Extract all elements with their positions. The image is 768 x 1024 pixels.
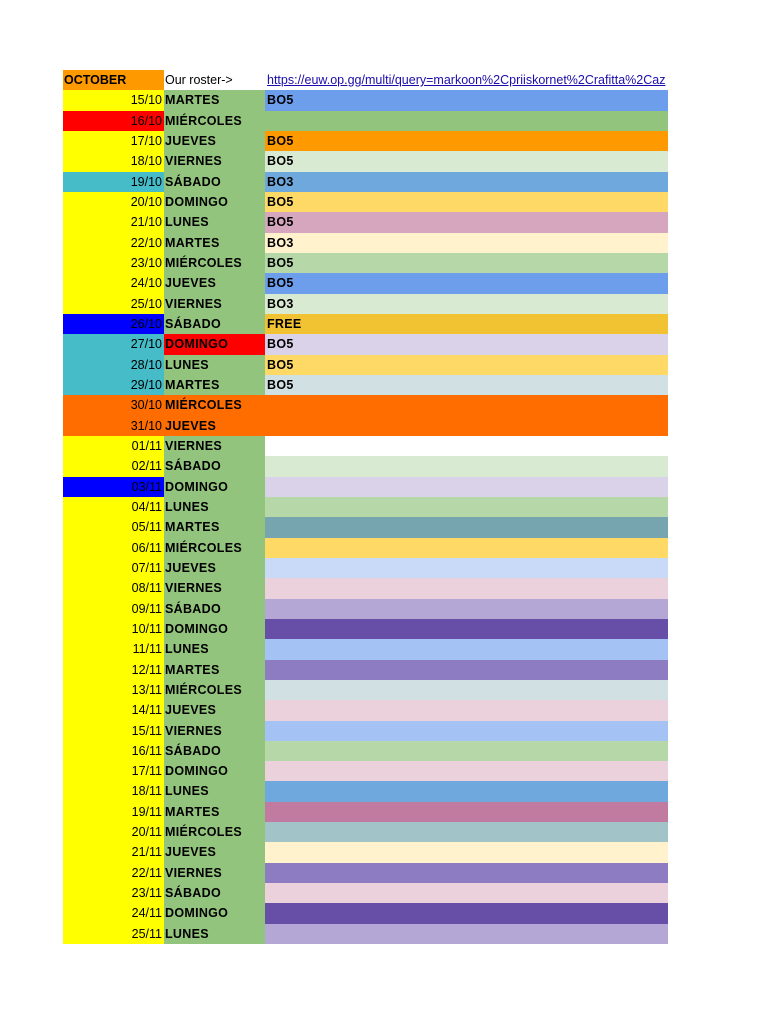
day-cell[interactable]: DOMINGO	[164, 477, 265, 497]
schedule-row	[63, 802, 668, 822]
note-cell[interactable]	[265, 924, 668, 944]
date-cell[interactable]: 21/11	[63, 842, 164, 862]
day-cell[interactable]: MARTES	[164, 90, 265, 110]
note-cell[interactable]: BO5	[265, 151, 668, 171]
date-cell[interactable]: 02/11	[63, 456, 164, 476]
schedule-row	[63, 619, 668, 639]
note-cell[interactable]	[265, 477, 668, 497]
day-cell[interactable]: MARTES	[164, 517, 265, 537]
day-cell[interactable]: VIERNES	[164, 578, 265, 598]
date-cell[interactable]: 17/10	[63, 131, 164, 151]
day-cell[interactable]: SÁBADO	[164, 172, 265, 192]
note-cell[interactable]: BO3	[265, 294, 668, 314]
date-cell[interactable]: 30/10	[63, 395, 164, 415]
schedule-row	[63, 761, 668, 781]
schedule-row	[63, 192, 668, 212]
note-cell[interactable]	[265, 863, 668, 883]
date-cell[interactable]: 15/11	[63, 721, 164, 741]
date-cell[interactable]: 10/11	[63, 619, 164, 639]
date-cell[interactable]: 24/10	[63, 273, 164, 293]
schedule-row	[63, 395, 668, 415]
date-cell[interactable]: 06/11	[63, 538, 164, 558]
roster-link-cell[interactable]	[265, 70, 668, 90]
note-cell[interactable]	[265, 660, 668, 680]
day-cell[interactable]: DOMINGO	[164, 334, 265, 354]
day-cell[interactable]: MARTES	[164, 233, 265, 253]
date-cell[interactable]: 22/10	[63, 233, 164, 253]
header-row	[63, 70, 668, 90]
note-cell[interactable]: BO5	[265, 253, 668, 273]
day-cell[interactable]: JUEVES	[164, 558, 265, 578]
day-cell[interactable]: VIERNES	[164, 863, 265, 883]
day-cell[interactable]: SÁBADO	[164, 314, 265, 334]
schedule-row	[63, 599, 668, 619]
date-cell[interactable]: 25/11	[63, 924, 164, 944]
date-cell[interactable]: 23/10	[63, 253, 164, 273]
schedule-row	[63, 172, 668, 192]
date-cell[interactable]: 21/10	[63, 212, 164, 232]
schedule-row	[63, 903, 668, 923]
note-cell[interactable]	[265, 395, 668, 415]
note-cell[interactable]: BO5	[265, 334, 668, 354]
note-cell[interactable]	[265, 436, 668, 456]
note-cell[interactable]	[265, 639, 668, 659]
schedule-row	[63, 456, 668, 476]
date-cell[interactable]: 05/11	[63, 517, 164, 537]
date-cell[interactable]: 20/11	[63, 822, 164, 842]
day-cell[interactable]: MARTES	[164, 375, 265, 395]
schedule-row	[63, 131, 668, 151]
day-cell[interactable]: LUNES	[164, 212, 265, 232]
schedule-row	[63, 294, 668, 314]
note-cell[interactable]: BO5	[265, 90, 668, 110]
date-cell[interactable]: 28/10	[63, 355, 164, 375]
schedule-row	[63, 273, 668, 293]
roster-link[interactable]: https://euw.op.gg/multi/query=markoon%2Cpriiskornet%2Crafitta%2Caz	[267, 73, 666, 87]
date-cell[interactable]: 01/11	[63, 436, 164, 456]
schedule-row	[63, 680, 668, 700]
schedule-row	[63, 538, 668, 558]
date-cell[interactable]: 20/10	[63, 192, 164, 212]
day-cell[interactable]: LUNES	[164, 639, 265, 659]
schedule-row	[63, 212, 668, 232]
day-cell[interactable]: JUEVES	[164, 842, 265, 862]
day-cell[interactable]: SÁBADO	[164, 883, 265, 903]
day-cell[interactable]: DOMINGO	[164, 761, 265, 781]
day-cell[interactable]: VIERNES	[164, 294, 265, 314]
note-cell[interactable]	[265, 903, 668, 923]
date-cell[interactable]: 27/10	[63, 334, 164, 354]
schedule-rows	[63, 90, 668, 944]
day-cell[interactable]: MIÉRCOLES	[164, 822, 265, 842]
note-cell[interactable]: BO5	[265, 131, 668, 151]
roster-label-cell[interactable]: Our roster->	[164, 70, 265, 90]
day-cell[interactable]: MIÉRCOLES	[164, 680, 265, 700]
day-cell[interactable]: JUEVES	[164, 273, 265, 293]
date-cell[interactable]: 23/11	[63, 883, 164, 903]
note-cell[interactable]: BO3	[265, 233, 668, 253]
date-cell[interactable]: 19/11	[63, 802, 164, 822]
schedule-row	[63, 233, 668, 253]
date-cell[interactable]: 16/10	[63, 111, 164, 131]
day-cell[interactable]: LUNES	[164, 924, 265, 944]
day-cell[interactable]: MIÉRCOLES	[164, 395, 265, 415]
schedule-row	[63, 863, 668, 883]
schedule-row	[63, 334, 668, 354]
schedule-row	[63, 497, 668, 517]
schedule-row	[63, 883, 668, 903]
note-cell[interactable]	[265, 497, 668, 517]
note-cell[interactable]: BO5	[265, 212, 668, 232]
month-cell[interactable]: OCTOBER	[63, 70, 164, 90]
day-cell[interactable]: LUNES	[164, 355, 265, 375]
schedule-row	[63, 111, 668, 131]
note-cell[interactable]	[265, 456, 668, 476]
schedule-row	[63, 842, 668, 862]
note-cell[interactable]	[265, 781, 668, 801]
day-cell[interactable]: VIERNES	[164, 721, 265, 741]
day-cell[interactable]: MIÉRCOLES	[164, 253, 265, 273]
date-cell[interactable]: 15/10	[63, 90, 164, 110]
note-cell[interactable]	[265, 599, 668, 619]
note-cell[interactable]	[265, 517, 668, 537]
note-cell[interactable]	[265, 619, 668, 639]
schedule-row	[63, 314, 668, 334]
schedule-row	[63, 660, 668, 680]
schedule-row	[63, 924, 668, 944]
note-cell[interactable]: FREE	[265, 314, 668, 334]
schedule-row	[63, 558, 668, 578]
date-cell[interactable]: 04/11	[63, 497, 164, 517]
note-cell[interactable]: BO5	[265, 273, 668, 293]
spreadsheet	[63, 70, 668, 944]
date-cell[interactable]: 16/11	[63, 741, 164, 761]
note-cell[interactable]: BO5	[265, 192, 668, 212]
date-cell[interactable]: 31/10	[63, 416, 164, 436]
note-cell[interactable]	[265, 802, 668, 822]
date-cell[interactable]: 14/11	[63, 700, 164, 720]
day-cell[interactable]: SÁBADO	[164, 599, 265, 619]
date-cell[interactable]: 29/10	[63, 375, 164, 395]
note-cell[interactable]	[265, 761, 668, 781]
schedule-row	[63, 822, 668, 842]
day-cell[interactable]: DOMINGO	[164, 903, 265, 923]
day-cell[interactable]: JUEVES	[164, 131, 265, 151]
schedule-row	[63, 781, 668, 801]
schedule-row	[63, 639, 668, 659]
note-cell[interactable]	[265, 680, 668, 700]
schedule-row	[63, 477, 668, 497]
note-cell[interactable]	[265, 721, 668, 741]
day-cell[interactable]: DOMINGO	[164, 619, 265, 639]
note-cell[interactable]: BO5	[265, 375, 668, 395]
note-cell[interactable]	[265, 883, 668, 903]
schedule-row	[63, 253, 668, 273]
schedule-row	[63, 578, 668, 598]
schedule-row	[63, 375, 668, 395]
date-cell[interactable]: 18/10	[63, 151, 164, 171]
note-cell[interactable]	[265, 842, 668, 862]
schedule-row	[63, 355, 668, 375]
date-cell[interactable]: 25/10	[63, 294, 164, 314]
day-cell[interactable]: MIÉRCOLES	[164, 111, 265, 131]
note-cell[interactable]: BO3	[265, 172, 668, 192]
date-cell[interactable]: 22/11	[63, 863, 164, 883]
date-cell[interactable]: 12/11	[63, 660, 164, 680]
schedule-row	[63, 436, 668, 456]
note-cell[interactable]	[265, 822, 668, 842]
date-cell[interactable]: 19/10	[63, 172, 164, 192]
day-cell[interactable]: JUEVES	[164, 416, 265, 436]
schedule-row	[63, 721, 668, 741]
day-cell[interactable]: MIÉRCOLES	[164, 538, 265, 558]
date-cell[interactable]: 26/10	[63, 314, 164, 334]
schedule-row	[63, 416, 668, 436]
date-cell[interactable]: 09/11	[63, 599, 164, 619]
day-cell[interactable]: DOMINGO	[164, 192, 265, 212]
schedule-row	[63, 517, 668, 537]
day-cell[interactable]: VIERNES	[164, 436, 265, 456]
schedule-row	[63, 741, 668, 761]
note-cell[interactable]: BO5	[265, 355, 668, 375]
note-cell[interactable]	[265, 578, 668, 598]
day-cell[interactable]: SÁBADO	[164, 741, 265, 761]
note-cell[interactable]	[265, 538, 668, 558]
day-cell[interactable]: MARTES	[164, 802, 265, 822]
date-cell[interactable]: 03/11	[63, 477, 164, 497]
day-cell[interactable]: VIERNES	[164, 151, 265, 171]
day-cell[interactable]: SÁBADO	[164, 456, 265, 476]
note-cell[interactable]	[265, 558, 668, 578]
date-cell[interactable]: 11/11	[63, 639, 164, 659]
schedule-row	[63, 90, 668, 110]
day-cell[interactable]: LUNES	[164, 781, 265, 801]
note-cell[interactable]	[265, 111, 668, 131]
day-cell[interactable]: JUEVES	[164, 700, 265, 720]
date-cell[interactable]: 24/11	[63, 903, 164, 923]
schedule-row	[63, 700, 668, 720]
date-cell[interactable]: 18/11	[63, 781, 164, 801]
day-cell[interactable]: LUNES	[164, 497, 265, 517]
note-cell[interactable]	[265, 700, 668, 720]
date-cell[interactable]: 08/11	[63, 578, 164, 598]
note-cell[interactable]	[265, 741, 668, 761]
day-cell[interactable]: MARTES	[164, 660, 265, 680]
date-cell[interactable]: 17/11	[63, 761, 164, 781]
date-cell[interactable]: 07/11	[63, 558, 164, 578]
note-cell[interactable]	[265, 416, 668, 436]
schedule-row	[63, 151, 668, 171]
date-cell[interactable]: 13/11	[63, 680, 164, 700]
